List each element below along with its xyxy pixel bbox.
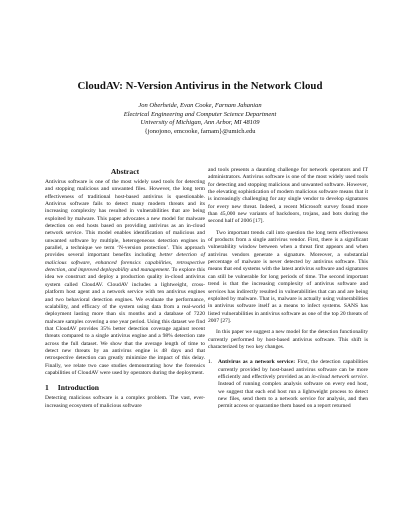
paper-title: CloudAV: N-Version Antivirus in the Network Cloud	[77, 80, 323, 92]
affiliation: Electrical Engineering and Computer Science Department	[123, 110, 277, 118]
abstract-text	[45, 179, 205, 377]
list-item-text-part-1: First, the detection capabilities currently provided by host-based antivirus software can be more efficiently and effectively provided as an	[218, 359, 368, 380]
abstract-text-part-1: Antivirus software is one of the most widely used tools for detecting and stopping malicious and unwanted files. However, the long term effectiveness of traditional host-based antivirus is questionable. Antivirus software fails to detect many modern threats and its increasing complexity has resulted in vulnerabilities that are being exploited by malware. This paper advocates a new model for malware detection on end hosts based on providing antivirus as an in-cloud network service. This model enables identification of malicious and unwanted software by multiple, heterogeneous detection engines in parallel, a technique we term ‘N-version protection’. This approach provides several important benefits including	[45, 179, 205, 259]
abstract-text-part-2: To explore this idea we construct and deploy a production quality in-cloud antivirus system called CloudAV. CloudAV includes a lightweight, cross-platform host agent and a network service with ten antivirus engines and two behavioral detection engines. We evaluate the performance, scalability, and efficacy of the system using data from a real-world deployment lasting more than six months and a database of 7220 malware samples covering a one year period. Using this dataset we find that CloudAV provides 35% better detection coverage against recent threats compared to a single antivirus engine and a 98% detection rate across the full dataset. We show that the average length of time to detect new threats by an antivirus engine is 48 days and that retrospective detection can greatly minimize the impact of this delay. Finally, we relate two case studies demonstrating how the forensics capabilities of CloudAV were used by operators during the deployment.	[45, 267, 205, 376]
list-item	[208, 359, 368, 410]
author-emails: {jonojono, emcooke, farnam}@umich.edu	[144, 127, 256, 135]
list-item-number: 1.	[208, 359, 213, 366]
list-item-label: Antivirus as a network service:	[218, 359, 296, 366]
university: University of Michigan, Ann Arbor, MI 48109	[140, 119, 260, 127]
section-heading-introduction	[45, 383, 205, 393]
abstract-text-italic: better detection of malicious software, enhanced forensics capabilities, retrospective detection, and improved deployability and management.	[45, 252, 205, 274]
author-block	[0, 102, 400, 136]
authors: Jon Oberheide, Evan Cooke, Farnam Jahanian	[138, 102, 262, 109]
right-column	[208, 167, 368, 411]
paragraph-2: Two important trends call into question the long term effectiveness of products from a single antivirus vendor. First, there is a significant vulnerability window between when a threat first appears and when antivirus vendors generate a signature. Moreover, a substantial percentage of malware is never detected by antivirus software. This means that end systems with the latest antivirus software and signatures can still be vulnerable for long periods of time. The second important trend is that the increasing complexity of antivirus software and services has indirectly resulted in vulnerabilities that can and are being exploited by malware. That is, malware is actually using vulnerabilities in antivirus software itself as a means to infect systems. SANS has listed vulnerabilities in antivirus software as one of the top 20 threats of 2007 [27].	[208, 229, 368, 324]
section-number: 1	[45, 383, 49, 393]
section-title: Introduction	[57, 383, 100, 393]
abstract-heading: Abstract	[110, 167, 140, 176]
introduction-text: Detecting malicious software is a complex problem. The vast, ever-increasing ecosystem of malicious software	[45, 395, 205, 409]
left-column	[45, 167, 205, 410]
paragraph-3: In this paper we suggest a new model for the detection functionality currently performed by host-based antivirus software. This shift is characterized by two key changes.	[208, 329, 368, 350]
list-item-text-part-2: . Instead of running complex analysis software on every end host, we suggest that each end host run a lightweight process to detect new files, send them to a network service for analysis, and then permit access or quarantine them based on a report returned	[218, 373, 368, 410]
changes-list	[208, 359, 368, 410]
paragraph-1: and tools presents a daunting challenge for network operators and IT administrators. Antivirus software is one of the most widely used tools for detecting and stopping malicious and unwanted software. However, the elevating sophistication of modern malicious software means that it is increasingly challenging for any single vendor to develop signatures for every new threat. Indeed, a recent Microsoft survey found more than 45,000 new variants of backdoors, trojans, and bots during the second half of 2006 [17].	[208, 167, 368, 225]
list-item-text-italic: in-cloud network service	[311, 373, 367, 380]
